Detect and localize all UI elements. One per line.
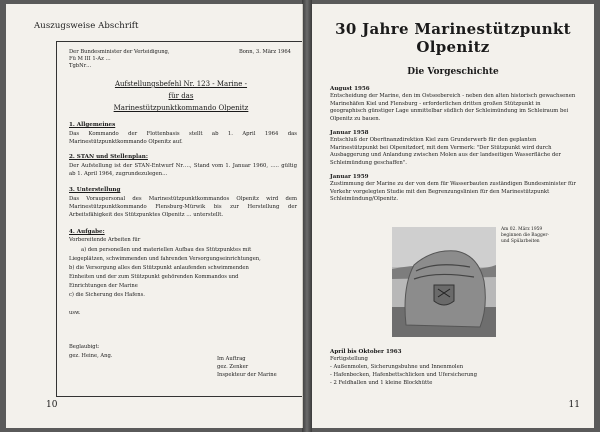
event-text: - 2 Feldhallen und 1 kleine Blockhütte — [330, 380, 433, 386]
memorial-stone-illustration — [392, 227, 496, 337]
event-text: Entscheidung der Marine, den im Ostseebereich - neben den alten historisch gewachsenen Marinehäfen Kiel und Flensburg - erforderlichen dritten großen Stützpunkt in geographisch günstiger Lage unmittelbar südlich der Schleimündung im Schleiraum bei Olpenitz zu bauen. — [330, 93, 576, 122]
list-item: Einheiten und der zum Stützpunkt gehörenden Kommandos und — [69, 274, 239, 280]
event-text: Entschluß der Oberfinanzdirektion Kiel zum Grunderwerb für den geplanten Marinestützpunkt bei Olpenitzdorf, mit dem Vermerk: "Der Stützpunkt wird durch Ausbaggerung und Anlandung zwischen Molen aus der landseitigen Wasserfläche der Schleimündung geschaffen". — [330, 137, 561, 166]
document-date: Bonn, 3. März 1964 — [239, 49, 291, 55]
page-header: Auszugsweise Abschrift — [34, 21, 139, 31]
page-subtitle: Die Vorgeschichte — [407, 67, 499, 77]
page-title: 30 Jahre Marinestützpunkt — [335, 20, 571, 38]
memorial-stone-photo — [392, 227, 496, 337]
sender-line: TgbNr… — [69, 63, 92, 69]
section-heading: 4. Aufgabe: — [69, 229, 105, 235]
right-page — [312, 4, 594, 428]
event-date: Januar 1958 — [330, 130, 369, 136]
section-text: Das Kommando der Flottenbasis stellt ab 1. April 1964 das Marinestützpunktkommando Olpenitz auf. — [69, 131, 297, 145]
section-text: Das Voraupersonal des Marinestützpunktkommandos Olpenitz wird dem Marinestützpunktkommando Flensburg-Mürwik bis zur Herstellung der Arbeitsfähigkeit des Stützpunktes Olpenitz … unterstellt. — [69, 196, 297, 218]
event-date: April bis Oktober 1963 — [330, 349, 402, 355]
order-title: Aufstellungsbefehl Nr. 123 - Marine - — [114, 80, 248, 88]
signature-line: gez. Zenker — [217, 364, 249, 370]
order-title: Marinestützpunktkommando Olpenitz — [113, 104, 249, 112]
event-date: August 1956 — [330, 86, 370, 92]
list-item: Liegeplätzen, schwimmenden und fahrenden Versorgungseinrichtungen, — [69, 256, 261, 262]
usw-text: usw. — [69, 310, 81, 316]
list-item: b) die Versorgung alles den Stützpunkt anlaufenden schwimmenden — [69, 265, 249, 271]
section-text: Der Aufstellung ist der STAN-Entwurf Nr…., Stand vom 1. Januar 1960, ….. gültig ab 1. April 1964, zugrundezulegen… — [69, 163, 297, 177]
section-text: Vorbereitende Arbeiten für — [69, 237, 141, 243]
event-text: - Außenmolen, Sicherungsbuhne und Innenmolen — [330, 364, 464, 370]
section-heading: 3. Unterstellung — [69, 187, 121, 193]
document-frame — [56, 41, 303, 397]
list-item: Einrichtungen der Marine — [69, 283, 138, 289]
event-text: Zustimmung der Marine zu der von dem für Wasserbauten zuständigen Bundesminister für Verkehr vorgelegten Studie mit den Begrenzungslinien für den Marinestützpunkt Schleimündung/Olpenitz. — [330, 181, 576, 203]
event-date: Januar 1959 — [330, 174, 369, 180]
sender-line: Fü M III 1-Az … — [69, 56, 111, 62]
list-item: a) den personellen und materiellen Aufbau des Stützpunktes mit — [81, 247, 252, 253]
signature-line: Im Auftrag — [217, 356, 246, 362]
section-heading: 2. STAN und Stellenplan: — [69, 154, 148, 160]
certified-name: gez. Heine, Ang. — [69, 353, 113, 359]
page-number: 10 — [46, 400, 58, 410]
page-title: Olpenitz — [416, 38, 490, 56]
section-heading: 1. Allgemeines — [69, 122, 116, 128]
list-item: c) die Sicherung des Hafens. — [69, 292, 145, 298]
certified-label: Beglaubigt: — [69, 344, 100, 350]
left-page — [6, 4, 303, 428]
order-title: für das — [168, 92, 194, 100]
book-gutter — [302, 0, 312, 432]
event-text: Fertigstellung — [330, 356, 368, 362]
event-text: - Hafenbecken, Hafenbettschlicken und Ufersicherung — [330, 372, 477, 378]
signature-line: Inspekteur der Marine — [217, 372, 277, 378]
photo-caption: Am 02. März 1959 beginnen die Bagger- und Spülarbeiten — [501, 227, 549, 244]
page-number: 11 — [568, 400, 580, 410]
sender-line: Der Bundesminister der Verteidigung, — [69, 49, 170, 55]
